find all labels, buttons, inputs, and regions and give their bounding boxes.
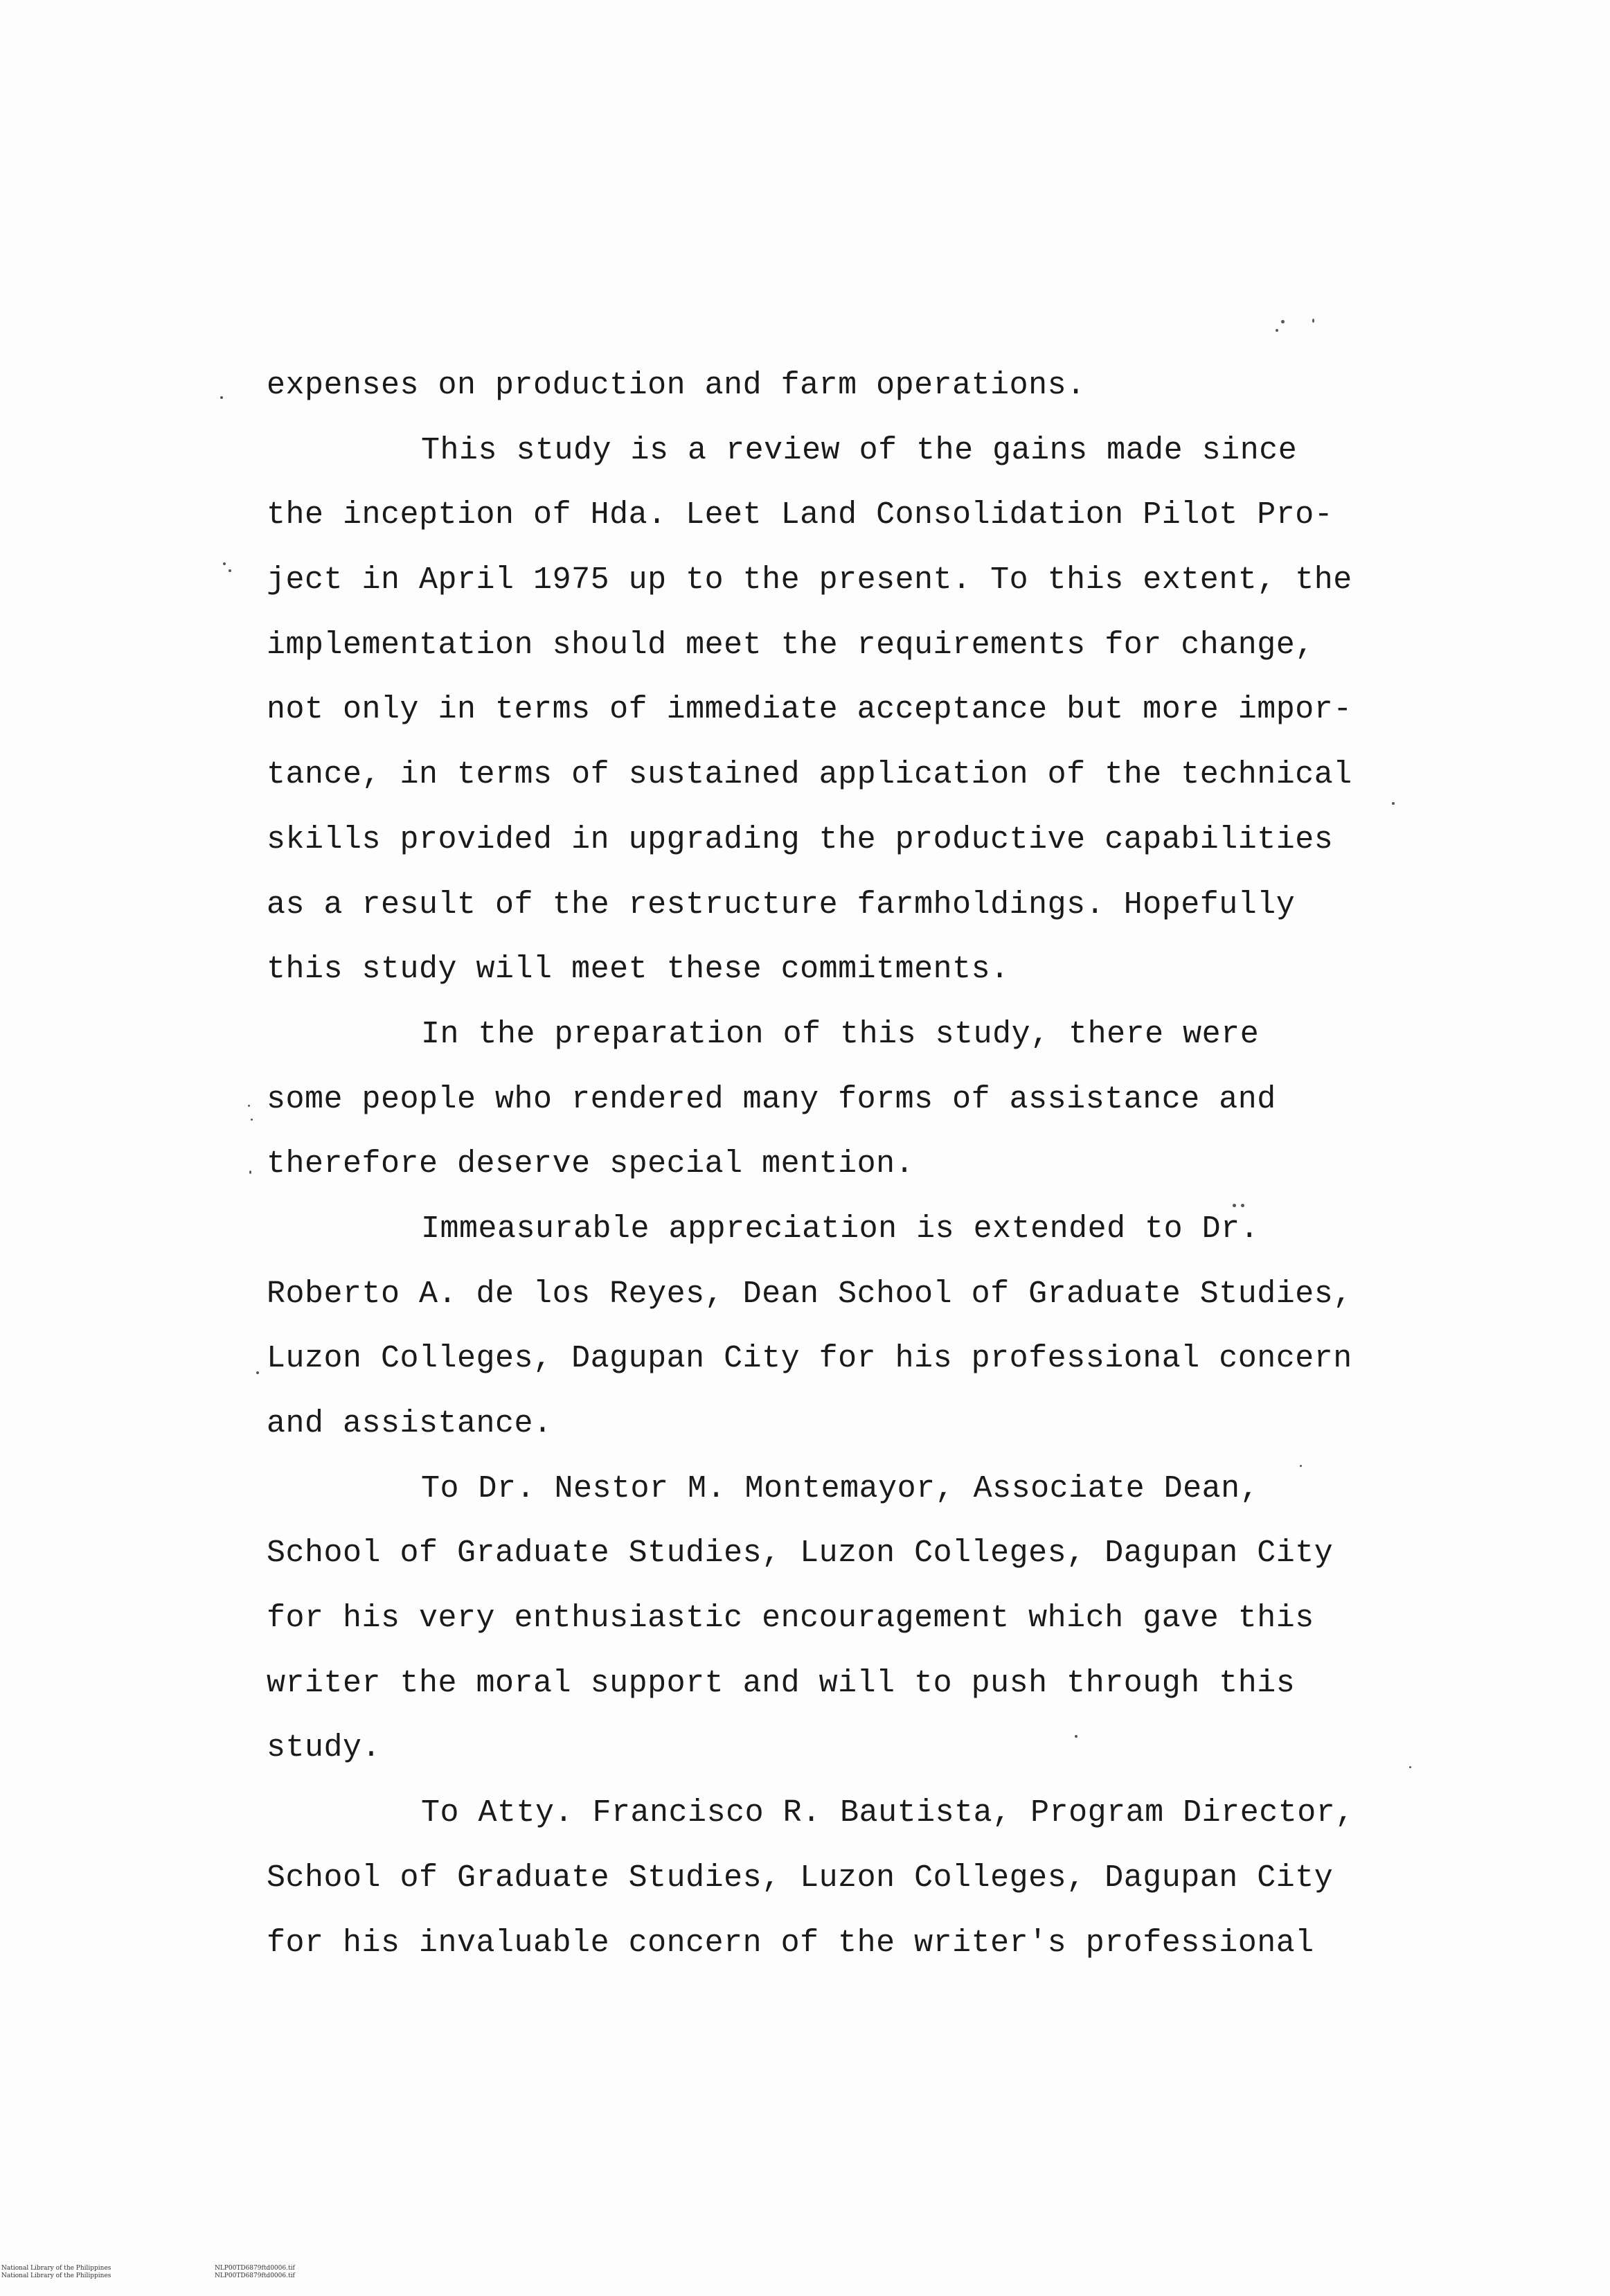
scan-speck	[1241, 1204, 1244, 1207]
scan-speck	[1409, 1766, 1411, 1768]
scan-speck	[251, 1119, 253, 1121]
text-line: for his very enthusiastic encouragement which gave this	[267, 1601, 1314, 1637]
text-line: expenses on production and farm operations.	[267, 368, 1086, 403]
file-name-1: NLP00TD6879ftd0006.tif	[215, 2265, 295, 2272]
text-line: implementation should meet the requirements for change,	[267, 627, 1314, 663]
scan-speck	[1075, 1735, 1077, 1738]
text-line: therefore deserve special mention.	[267, 1146, 915, 1182]
text-line: This study is a review of the gains made since	[421, 432, 1298, 468]
text-line: the inception of Hda. Leet Land Consolidation Pilot Pro-	[267, 497, 1334, 533]
text-line: Roberto A. de los Reyes, Dean School of Graduate Studies,	[267, 1276, 1352, 1312]
text-line: for his invaluable concern of the writer's professional	[267, 1925, 1314, 1961]
text-line: and assistance.	[267, 1406, 553, 1441]
text-line: To Dr. Nestor M. Montemayor, Associate Dean,	[421, 1470, 1260, 1506]
scan-speck	[223, 562, 226, 565]
text-line: this study will meet these commitments.	[267, 952, 1010, 988]
text-line: Immeasurable appreciation is extended to Dr.	[421, 1211, 1260, 1247]
scan-speck	[1312, 319, 1314, 323]
scan-speck	[1392, 802, 1395, 805]
text-line: Luzon Colleges, Dagupan City for his professional concern	[267, 1341, 1352, 1377]
text-line: School of Graduate Studies, Luzon Colleges, Dagupan City	[267, 1536, 1334, 1572]
text-line: School of Graduate Studies, Luzon Colleges, Dagupan City	[267, 1860, 1334, 1896]
text-line: skills provided in upgrading the productive capabilities	[267, 821, 1334, 857]
scan-speck	[229, 569, 231, 572]
text-line: In the preparation of this study, there were	[421, 1016, 1260, 1052]
scan-speck	[249, 1171, 251, 1174]
text-line: some people who rendered many forms of assistance and	[267, 1081, 1276, 1117]
scan-speck	[1233, 1204, 1236, 1207]
scan-speck	[1300, 1465, 1302, 1467]
scan-speck	[1281, 320, 1285, 323]
text-line: ject in April 1975 up to the present. To this extent, the	[267, 562, 1352, 598]
library-label-2: National Library of the Philippines	[1, 2272, 111, 2279]
body-text	[267, 353, 1388, 1975]
text-line: study.	[267, 1730, 382, 1766]
text-line: not only in terms of immediate acceptance but more impor-	[267, 692, 1352, 728]
file-name-2: NLP00TD6879ftd0006.tif	[215, 2272, 295, 2279]
text-line: tance, in terms of sustained application of the technical	[267, 757, 1352, 793]
library-label-1: National Library of the Philippines	[1, 2265, 111, 2272]
scan-speck	[1276, 329, 1278, 332]
scan-speck	[256, 1371, 259, 1374]
text-line: writer the moral support and will to push through this	[267, 1665, 1296, 1701]
scan-speck	[220, 396, 223, 399]
scan-speck	[248, 1105, 250, 1107]
text-line: To Atty. Francisco R. Bautista, Program Director,	[421, 1795, 1354, 1831]
text-line: as a result of the restructure farmholdings. Hopefully	[267, 887, 1296, 923]
